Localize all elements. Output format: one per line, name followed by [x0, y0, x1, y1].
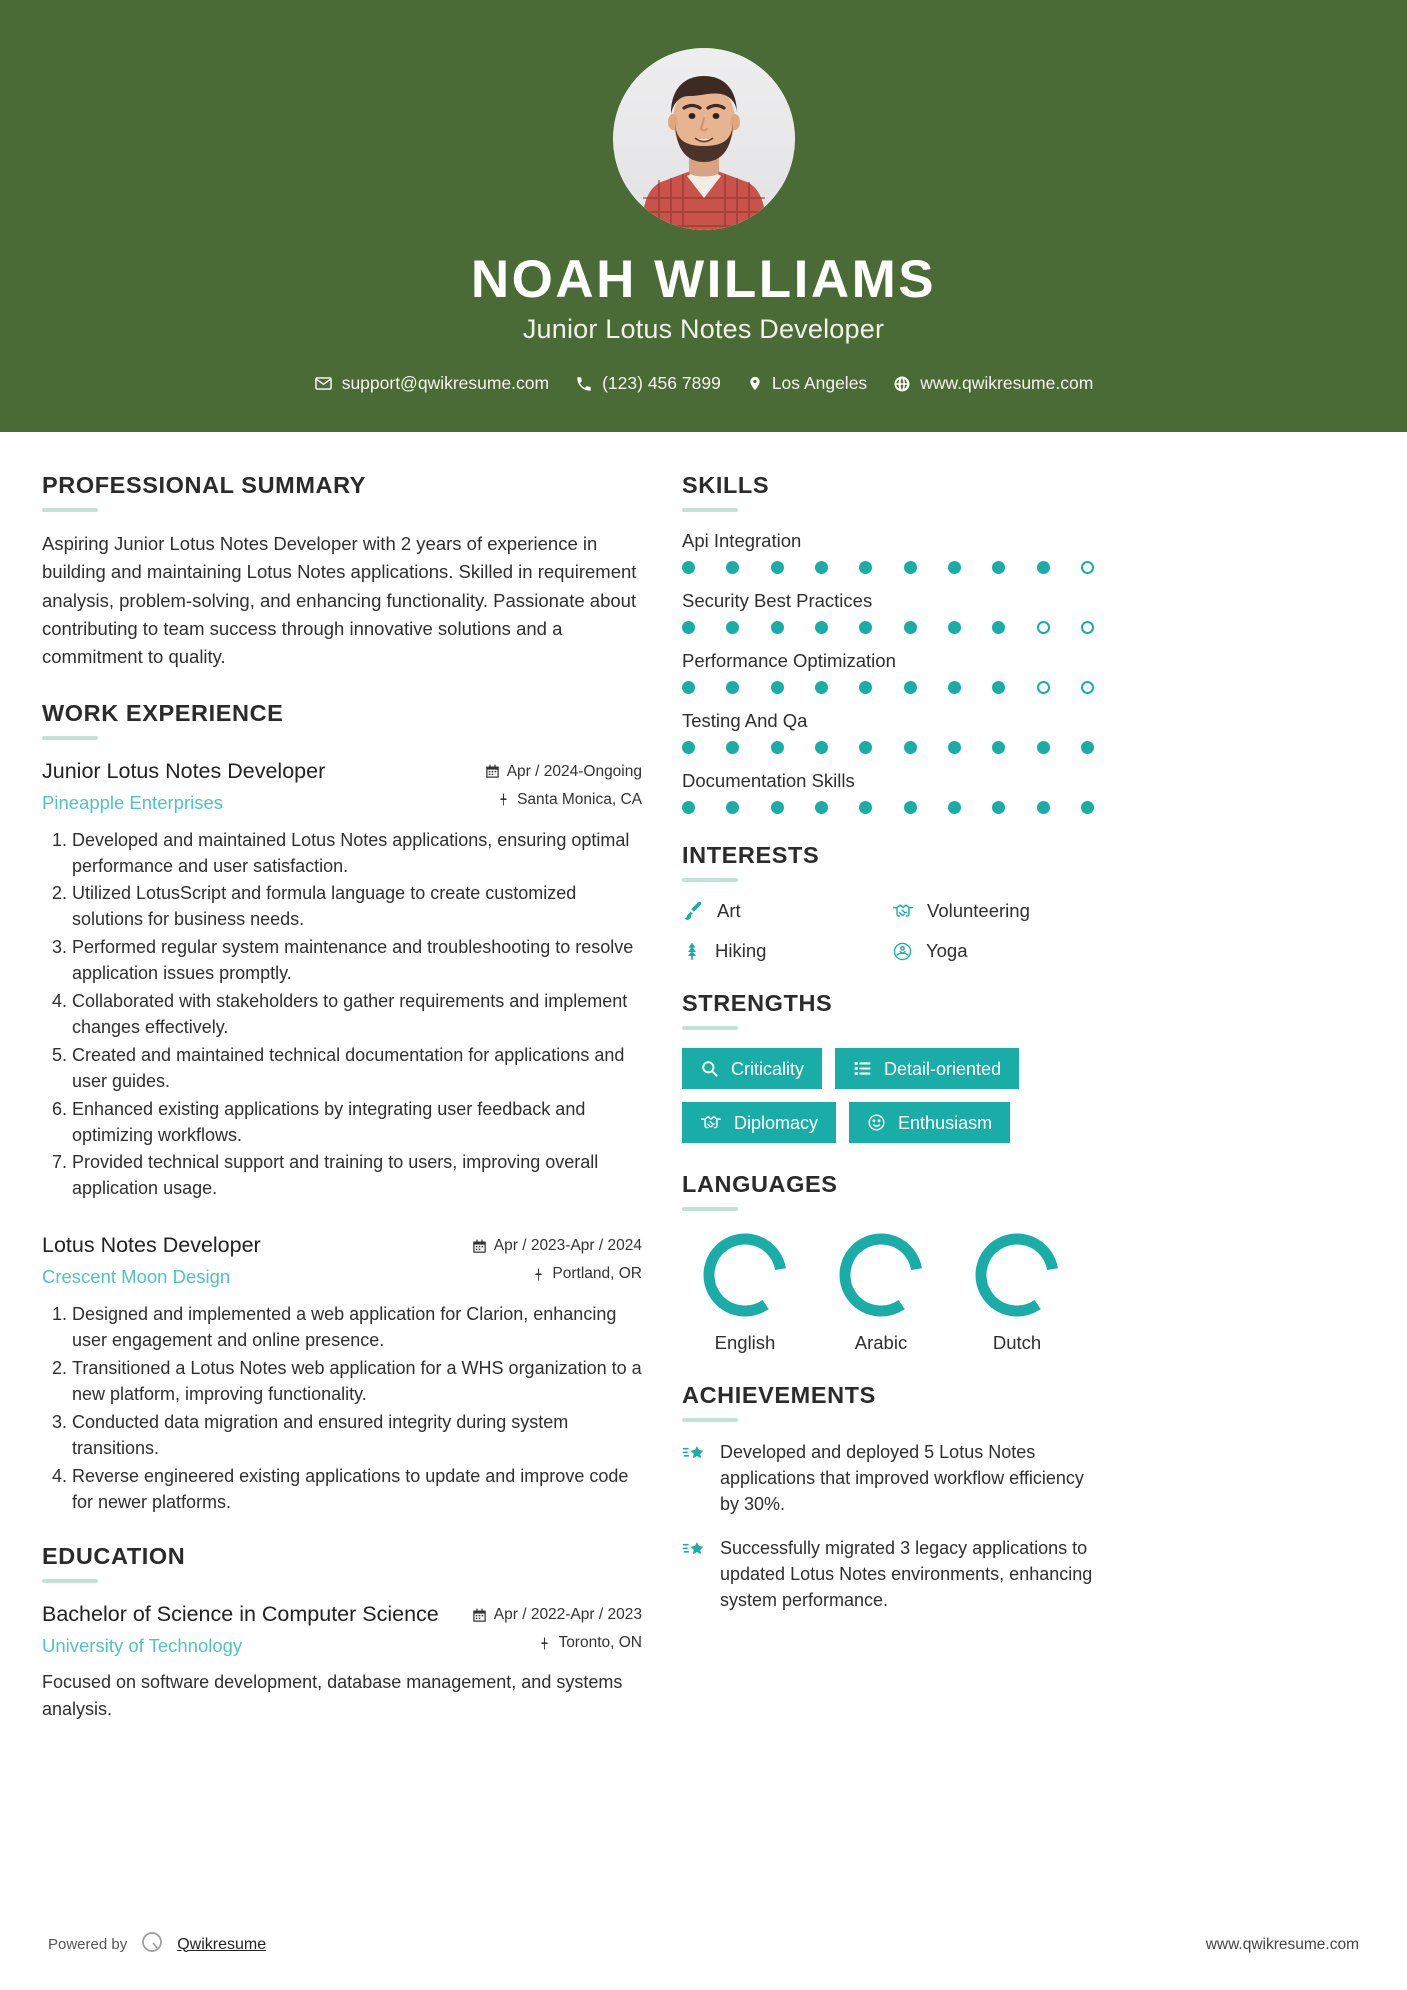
- work-role: Junior Lotus Notes Developer: [42, 758, 326, 783]
- work-company: Crescent Moon Design: [42, 1266, 231, 1288]
- education-date-text: Apr / 2022-Apr / 2023: [493, 1606, 642, 1624]
- work-entry: [42, 1232, 642, 1515]
- language-label: Arabic: [854, 1332, 908, 1354]
- skill-dot: [904, 561, 917, 574]
- calendar-icon: [472, 1608, 487, 1623]
- page-title: NOAH WILLIAMS: [470, 250, 937, 309]
- qwikresume-link[interactable]: Qwikresume: [177, 1935, 267, 1953]
- contact-website-text: www.qwikresume.com: [920, 373, 1094, 394]
- interest-list: [682, 900, 1094, 962]
- achievement-item: [682, 1440, 1094, 1518]
- work-bullet: 7. Provided technical support and training to users, improving overall application usage.: [72, 1150, 642, 1202]
- skill-row: [682, 710, 1094, 754]
- work-date-text: Apr / 2024-Ongoing: [506, 762, 642, 780]
- education-location-text: Toronto, ON: [558, 1634, 642, 1652]
- work-company: Pineapple Enterprises: [42, 791, 223, 813]
- section-interests: [682, 842, 1094, 962]
- section-heading-achievements: ACHIEVEMENTS: [682, 1382, 876, 1409]
- skill-row: [682, 530, 1094, 574]
- section-heading-interests: INTERESTS: [682, 842, 820, 869]
- achievement-list: [682, 1440, 1094, 1613]
- strength-chip[interactable]: [849, 1102, 1010, 1143]
- skill-rating: [682, 801, 1094, 814]
- section-heading-strengths: STRENGTHS: [682, 990, 833, 1017]
- skill-dot: [1081, 561, 1094, 574]
- skill-dot: [859, 561, 872, 574]
- interest-label: Art: [717, 900, 741, 922]
- section-strengths: [682, 990, 1094, 1143]
- skill-row: [682, 770, 1094, 814]
- interest-item: [682, 900, 884, 922]
- language-item: [682, 1229, 808, 1354]
- work-bullet: 6. Enhanced existing applications by integrating user feedback and optimizing workflows.: [72, 1097, 642, 1149]
- globe-icon: [893, 375, 911, 393]
- calendar-icon: [485, 764, 500, 779]
- left-column: [42, 472, 642, 1903]
- language-item: [954, 1229, 1080, 1354]
- section-rule: [682, 1026, 738, 1030]
- contact-location-text: Los Angeles: [771, 373, 868, 394]
- skill-dot: [904, 681, 917, 694]
- skill-dot: [815, 621, 828, 634]
- section-rule: [682, 1418, 738, 1422]
- contact-email-text: support@qwikresume.com: [341, 373, 550, 394]
- skill-dot: [771, 621, 784, 634]
- achievement-text: Developed and deployed 5 Lotus Notes applications that improved workflow efficiency by 30%.: [720, 1442, 1084, 1514]
- skill-dot: [992, 801, 1005, 814]
- section-rule: [682, 878, 738, 882]
- strength-label: Diplomacy: [734, 1112, 819, 1133]
- skill-dot: [992, 741, 1005, 754]
- interest-item: [892, 940, 1094, 962]
- skill-list: [682, 530, 1094, 814]
- section-heading-work: WORK EXPERIENCE: [42, 699, 284, 726]
- phone-icon: [575, 375, 593, 393]
- shooting-star-icon: [682, 1440, 706, 1465]
- language-label: English: [714, 1332, 776, 1354]
- skill-dot: [859, 801, 872, 814]
- skill-dot: [771, 681, 784, 694]
- yoga-icon: [892, 941, 913, 962]
- education-location: [472, 1634, 642, 1652]
- education-school: University of Technology: [42, 1635, 243, 1657]
- language-list: [682, 1229, 1094, 1354]
- skill-name: Documentation Skills: [682, 770, 855, 792]
- resume-footer: [0, 1903, 1407, 1990]
- smiley-icon: [867, 1113, 886, 1132]
- language-item: [818, 1229, 944, 1354]
- section-education: [42, 1543, 642, 1721]
- strength-label: Enthusiasm: [898, 1112, 993, 1133]
- education-entry-header: [42, 1601, 642, 1657]
- section-rule: [42, 1579, 98, 1583]
- skill-dot: [992, 681, 1005, 694]
- skill-dot: [815, 561, 828, 574]
- work-location: [472, 1265, 642, 1283]
- skill-name: Performance Optimization: [682, 650, 896, 672]
- job-title: Junior Lotus Notes Developer: [522, 314, 885, 345]
- footer-website[interactable]: www.qwikresume.com: [1205, 1935, 1359, 1953]
- work-location-text: Portland, OR: [552, 1265, 642, 1283]
- skill-dot: [771, 801, 784, 814]
- shooting-star-icon: [682, 1536, 706, 1561]
- skill-dot: [992, 561, 1005, 574]
- work-location-text: Santa Monica, CA: [517, 790, 642, 808]
- work-bullet-list: [42, 828, 642, 1203]
- skill-dot: [904, 801, 917, 814]
- contact-phone[interactable]: [567, 373, 729, 394]
- strength-label: Criticality: [731, 1058, 805, 1079]
- education-entry-titles: [42, 1601, 472, 1657]
- right-column: [682, 472, 1094, 1903]
- skill-dot: [771, 741, 784, 754]
- skill-dot: [1081, 801, 1094, 814]
- work-location: [485, 791, 642, 809]
- handshake-icon: [700, 1113, 722, 1132]
- pin-icon: [532, 1267, 545, 1282]
- skill-dot: [815, 681, 828, 694]
- skill-dot: [948, 621, 961, 634]
- work-date: [485, 763, 642, 781]
- avatar: [613, 48, 795, 230]
- education-description: Focused on software development, database management, and systems analysis.: [42, 1672, 623, 1719]
- skill-dot: [1037, 681, 1050, 694]
- work-bullet: 5. Created and maintained technical documentation for applications and user guides.: [72, 1043, 642, 1095]
- section-skills: [682, 472, 1094, 814]
- work-bullet: 2. Utilized LotusScript and formula language to create customized solutions for business needs.: [72, 881, 642, 933]
- skill-rating: [682, 621, 1094, 634]
- skill-dot: [726, 681, 739, 694]
- section-heading-languages: LANGUAGES: [682, 1171, 838, 1198]
- education-entry-meta: [472, 1601, 642, 1652]
- skill-dot: [948, 741, 961, 754]
- mail-icon: [314, 374, 333, 393]
- section-work-experience: [42, 700, 642, 1516]
- language-progress-ring: [699, 1229, 791, 1321]
- skill-dot: [771, 561, 784, 574]
- summary-text: Aspiring Junior Lotus Notes Developer with 2 years of experience in building and maintaining Lotus Notes applications. Skilled in requirement analysis, problem-solving, and enhancing functionality. Passionate about contributing to team success through innovative solutions and a commitment to quality.: [42, 533, 637, 668]
- pin-icon: [747, 374, 763, 393]
- work-entry-header: [42, 758, 642, 814]
- qwikresume-logo-icon: [139, 1929, 165, 1960]
- contact-phone-text: (123) 456 7899: [602, 373, 721, 394]
- contact-row: [0, 373, 1407, 394]
- skill-dot: [904, 741, 917, 754]
- work-bullet: 1. Developed and maintained Lotus Notes applications, ensuring optimal performance and user satisfaction.: [72, 828, 642, 880]
- skill-dot: [682, 621, 695, 634]
- skill-dot: [859, 741, 872, 754]
- section-heading-education: EDUCATION: [42, 1543, 186, 1570]
- section-rule: [682, 1207, 738, 1211]
- skill-dot: [726, 621, 739, 634]
- work-bullet: 1. Designed and implemented a web application for Clarion, enhancing user engagement and online presence.: [72, 1302, 642, 1354]
- section-rule: [42, 508, 98, 512]
- work-bullet: 3. Conducted data migration and ensured integrity during system transitions.: [72, 1410, 642, 1462]
- pin-icon: [497, 792, 510, 807]
- skill-row: [682, 590, 1094, 634]
- work-bullet: 4. Reverse engineered existing applications to update and improve code for newer platforms.: [72, 1464, 642, 1516]
- skill-dot: [682, 741, 695, 754]
- skill-dot: [726, 801, 739, 814]
- skill-dot: [726, 561, 739, 574]
- language-label: Dutch: [992, 1332, 1042, 1354]
- calendar-icon: [472, 1239, 487, 1254]
- skill-dot: [682, 801, 695, 814]
- strength-chip[interactable]: [682, 1048, 822, 1089]
- section-professional-summary: [42, 472, 642, 671]
- work-bullet: 2. Transitioned a Lotus Notes web application for a WHS organization to a new platform, improving functionality.: [72, 1356, 642, 1408]
- skill-dot: [1037, 621, 1050, 634]
- work-date-text: Apr / 2023-Apr / 2024: [493, 1237, 642, 1255]
- skill-dot: [948, 801, 961, 814]
- achievement-item: [682, 1536, 1094, 1614]
- work-date: [472, 1237, 642, 1255]
- skill-dot: [859, 621, 872, 634]
- section-heading-summary: PROFESSIONAL SUMMARY: [42, 472, 367, 499]
- skill-dot: [1037, 801, 1050, 814]
- skill-rating: [682, 741, 1094, 754]
- language-progress-ring: [971, 1229, 1063, 1321]
- skill-dot: [904, 621, 917, 634]
- skill-dot: [726, 741, 739, 754]
- strength-chip[interactable]: [682, 1102, 836, 1143]
- work-entry: [42, 758, 642, 1203]
- section-languages: [682, 1171, 1094, 1354]
- skill-dot: [948, 561, 961, 574]
- footer-brand-group: [48, 1929, 266, 1960]
- skill-row: [682, 650, 1094, 694]
- work-entry-titles: [42, 758, 485, 814]
- resume-header: [0, 0, 1407, 432]
- search-icon: [700, 1059, 719, 1078]
- tree-icon: [682, 940, 702, 962]
- list-icon: [853, 1059, 872, 1078]
- skill-dot: [1081, 741, 1094, 754]
- work-entry-titles: [42, 1232, 472, 1288]
- section-rule: [682, 508, 738, 512]
- interest-label: Hiking: [715, 940, 767, 962]
- section-heading-skills: SKILLS: [682, 472, 770, 499]
- skill-dot: [992, 621, 1005, 634]
- section-rule: [42, 736, 98, 740]
- interest-item: [682, 940, 884, 962]
- education-date: [472, 1606, 642, 1624]
- work-role: Lotus Notes Developer: [42, 1233, 261, 1258]
- work-bullet: 3. Performed regular system maintenance and troubleshooting to resolve application issues promptly.: [72, 935, 642, 987]
- strength-chip[interactable]: [835, 1048, 1019, 1089]
- work-bullet: 4. Collaborated with stakeholders to gather requirements and implement changes effectively.: [72, 989, 642, 1041]
- interest-label: Yoga: [926, 940, 968, 962]
- skill-dot: [682, 561, 695, 574]
- education-entry-list: [42, 1601, 642, 1721]
- education-degree: Bachelor of Science in Computer Science: [42, 1602, 439, 1627]
- skill-name: Api Integration: [682, 530, 802, 552]
- achievement-text: Successfully migrated 3 legacy applications to updated Lotus Notes environments, enhancing system performance.: [720, 1537, 1093, 1610]
- interest-label: Volunteering: [927, 900, 1030, 922]
- section-achievements: [682, 1382, 1094, 1613]
- interest-item: [892, 900, 1094, 922]
- contact-location: [739, 373, 875, 394]
- skill-dot: [815, 741, 828, 754]
- skill-rating: [682, 681, 1094, 694]
- work-entry-meta: [472, 1232, 642, 1283]
- skill-name: Testing And Qa: [682, 710, 808, 732]
- skill-dot: [682, 681, 695, 694]
- skill-dot: [1081, 621, 1094, 634]
- strength-list: [682, 1048, 1094, 1143]
- skill-dot: [815, 801, 828, 814]
- strength-label: Detail-oriented: [884, 1058, 1002, 1079]
- skill-dot: [1037, 561, 1050, 574]
- language-progress-ring: [835, 1229, 927, 1321]
- work-bullet-list: [42, 1302, 642, 1515]
- skill-dot: [859, 681, 872, 694]
- work-entry-list: [42, 758, 642, 1516]
- skill-name: Security Best Practices: [682, 590, 873, 612]
- skill-dot: [1081, 681, 1094, 694]
- contact-website[interactable]: [885, 373, 1101, 394]
- profile-photo-icon: [613, 48, 795, 230]
- pin-icon: [538, 1636, 551, 1651]
- resume-body: [0, 432, 1407, 1903]
- contact-email[interactable]: [306, 373, 557, 394]
- work-entry-meta: [485, 758, 642, 809]
- work-entry-header: [42, 1232, 642, 1288]
- skill-rating: [682, 561, 1094, 574]
- skill-dot: [948, 681, 961, 694]
- powered-by-label: Powered by: [48, 1936, 128, 1953]
- education-entry: [42, 1601, 642, 1721]
- skill-dot: [1037, 741, 1050, 754]
- paintbrush-icon: [682, 900, 704, 922]
- handshake-icon: [892, 901, 914, 921]
